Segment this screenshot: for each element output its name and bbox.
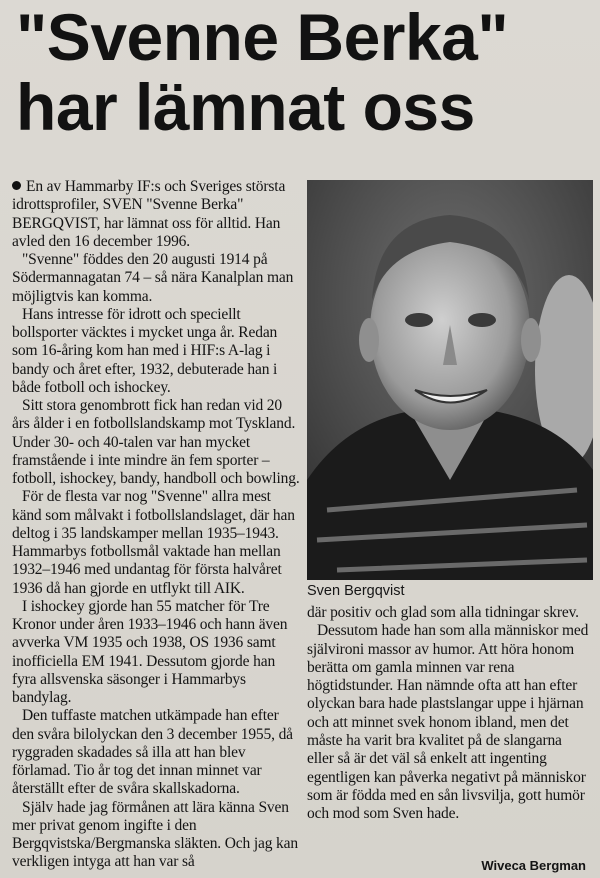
article-paragraph-6: I ishockey gjorde han 55 matcher för Tre Kronor under åren 1933–1946 och hann även avverka VM 1935 och 1938, OS 1936 samt inofficiella EM 1941. Dessutom gjorde han fyra allsvenska säsonger i Hammarbys bandylag. bbox=[12, 597, 288, 706]
headline bbox=[16, 2, 586, 142]
article-paragraph-1-text: En av Hammarby IF:s och Sveriges största idrottsprofiler, SVEN "Svenne Berka" BERGQVIST, har lämnat oss för alltid. Han avled den 16 december 1996. bbox=[12, 178, 286, 250]
article-paragraph-7: Den tuffaste matchen utkämpade han efter den svåra bilolyckan den 3 december 1955, då ryggraden skadades så illa att han blev förlamad. Tio år tog det innan minnet var återställt efter de svåra skallskadorna. bbox=[12, 707, 293, 798]
article-paragraph-5: För de flesta var nog "Svenne" allra mest känd som målvakt i fotbollslandslaget, där han deltog i 35 landskamper mellan 1935–1943. Hammarbys fotbollsmål vaktade han mellan 1932–1946 med undantag för första halvåret 1936 då han gjorde en utflykt till AIK. bbox=[12, 488, 295, 597]
article-paragraph-3: Hans intresse för idrott och speciellt bollsporter väcktes i mycket unga år. Redan som 16-åring kom han med i HIF:s A-lag i bandy och året efter, 1932, debuterade han i både fotboll och ishockey. bbox=[12, 305, 278, 396]
photo-caption: Sven Bergqvist bbox=[307, 583, 405, 599]
article-paragraph-1 bbox=[12, 178, 300, 251]
article-right-paragraph-2: Dessutom hade han som alla människor med självironi massor av humor. Att höra honom berätta om gamla minnen var rena högtidstunder. Han nämnde ofta att han efter olyckan bara hade plastslangar uppe i hjärnan och att minnet svek honom ibland, men det måste ha varit bra kvalitet på de slangarna eller så är det väl så enkelt att ingenting egentligen kan påverka negativt på människor som är födda med en sån livsvilja, gott humör och mod som Sven hade. bbox=[307, 622, 589, 823]
bullet-icon bbox=[12, 181, 21, 190]
article-body-right-column bbox=[307, 604, 592, 824]
portrait-photo bbox=[307, 180, 593, 580]
article-paragraph-8: Själv hade jag förmånen att lära känna Sven mer privat genom ingifte i den Bergqvistska/Bergmanska släkten. Och jag kan verkligen intyga att han var så bbox=[12, 798, 298, 871]
author-byline: Wiveca Bergman bbox=[481, 858, 586, 873]
article-paragraph-2: "Svenne" föddes den 20 augusti 1914 på Södermannagatan 74 – så nära Kanalplan man möjligtvis kan komma. bbox=[12, 251, 294, 305]
portrait-photo-illustration bbox=[307, 180, 593, 580]
article-right-paragraph-1: där positiv och glad som alla tidningar skrev. bbox=[307, 604, 579, 621]
headline-line-2: har lämnat oss bbox=[16, 70, 475, 144]
article-paragraph-4: Sitt stora genombrott fick han redan vid 20 års ålder i en fotbollslandskamp mot Tyskland. Under 30- och 40-talen var han mycket framstående i inte mindre än fem sporter – fotboll, ishockey, bandy, handboll och bowling. bbox=[12, 397, 300, 487]
article-body-left-column bbox=[12, 178, 300, 878]
headline-line-1: "Svenne Berka" bbox=[16, 0, 509, 74]
